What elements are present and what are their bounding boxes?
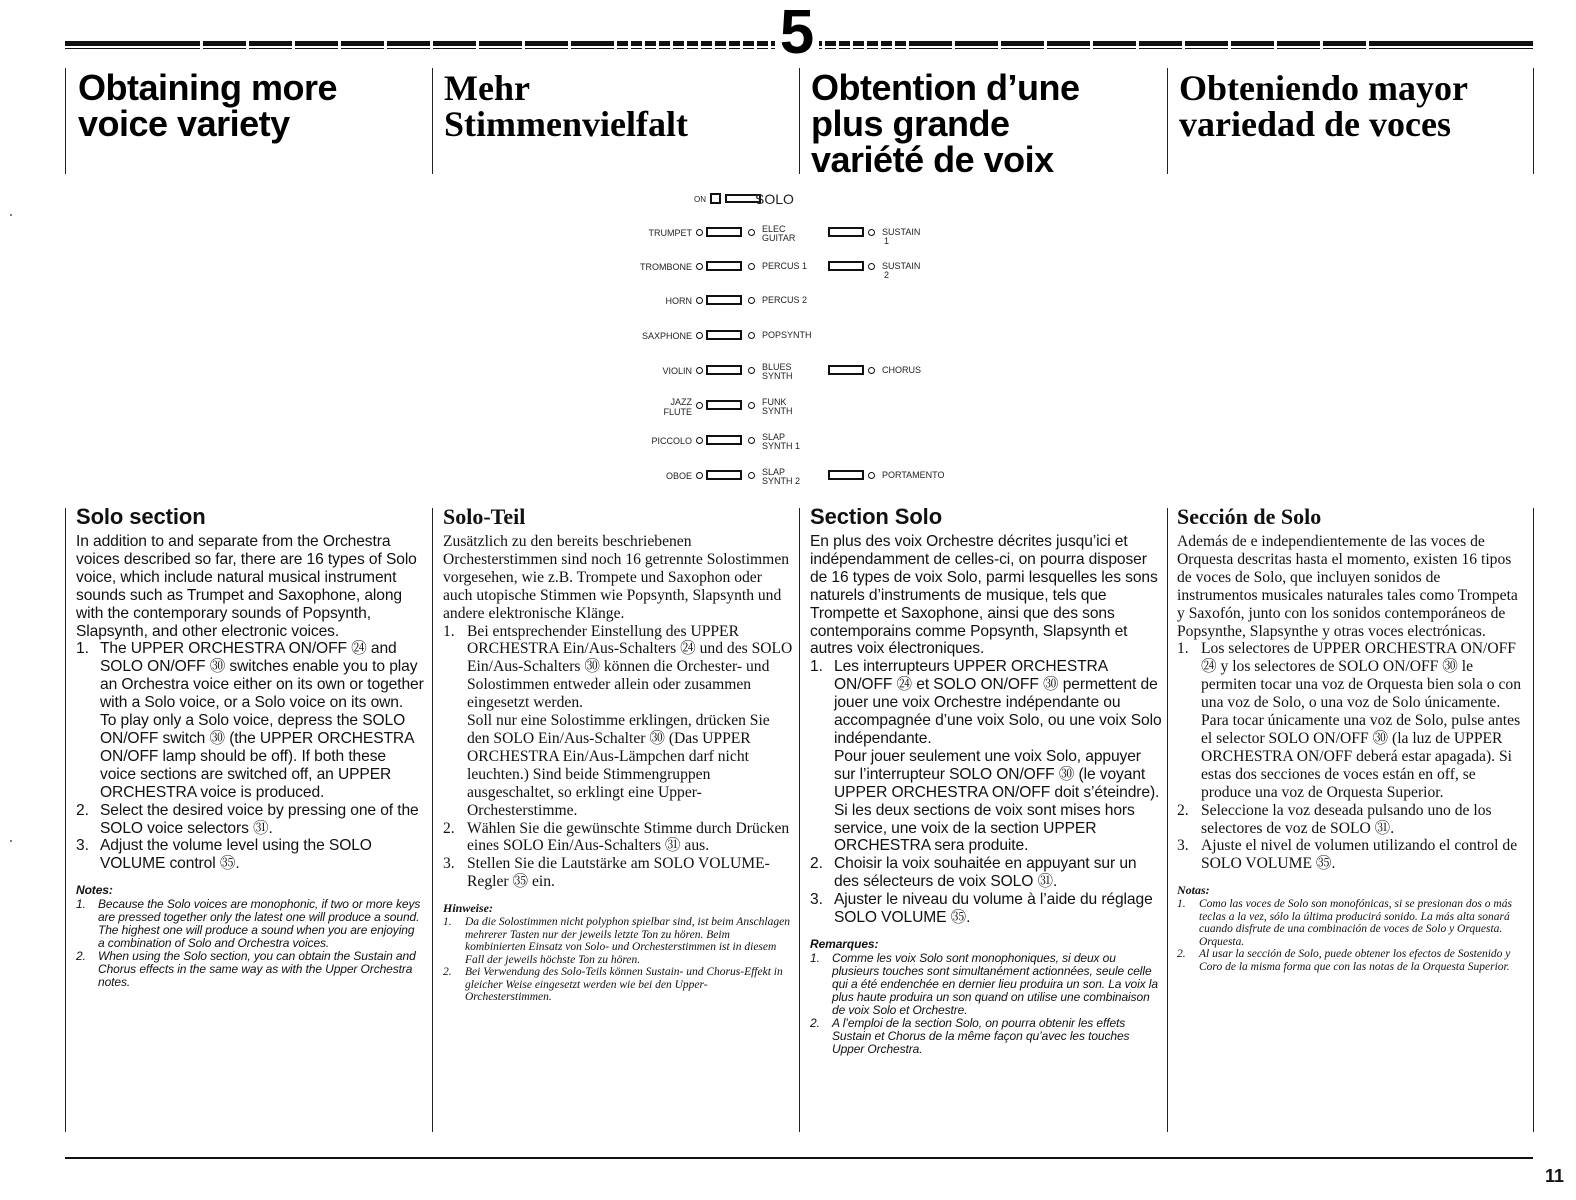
note-item xyxy=(810,1017,1162,1056)
column-divider xyxy=(65,68,66,174)
note-number: 2. xyxy=(810,1015,820,1030)
rule-gap xyxy=(522,41,525,50)
note-number: 1. xyxy=(1177,898,1186,911)
notes-title: Remarques: xyxy=(810,936,879,951)
voice-label-left xyxy=(600,471,692,481)
step-item xyxy=(1177,837,1522,873)
effect-name: 2 xyxy=(884,270,890,280)
voice-lamp-left xyxy=(696,297,703,304)
voice-name: VIOLIN xyxy=(662,366,692,376)
voice-label-left xyxy=(600,262,692,272)
step-item xyxy=(1177,640,1522,801)
effect-name: PORTAMENTO xyxy=(882,470,945,480)
step-text: Soll nur eine Solostimme erklingen, drücken Sie den SOLO Ein/Aus-Schalter ㉚ (Das UPPER ORCHESTRA Ein/Aus-Lämpchen darf nicht leuchten.) Sind beide Stimmengruppen ausgeschaltet, so erklingt eine Upper-Orchesterstimme. xyxy=(467,712,770,819)
voice-selector-button[interactable] xyxy=(706,365,742,375)
voice-name: SYNTH 1 xyxy=(762,441,801,451)
voice-name: PERCUS 1 xyxy=(762,261,808,271)
intro-paragraph: Además de e independientemente de las voces de Orquesta descritas hasta el momento, existen 16 tipos de voces de Solo, que incluyen sonidos de instrumentos musicales naturales tales como Trompeta y Saxofón, junto con los sonidos contemporáneos de Popsynthe, Slapsynthe y otras voces electrónicas. xyxy=(1177,533,1518,640)
voice-lamp-left xyxy=(696,402,703,409)
rule-gap xyxy=(768,41,771,50)
voice-lamp-left xyxy=(696,472,703,479)
voice-label-left xyxy=(600,296,692,306)
steps-list xyxy=(1177,640,1522,873)
voice-lamp-left xyxy=(696,229,703,236)
intro-paragraph: Zusätzlich zu den bereits beschriebenen Orchesterstimmen sind noch 16 getrennte Solostimmen vorgesehen, wie z.B. Trompete und Saxophon oder auch utopische Stimmen wie Popsynth, Slapsynth und andere elektronische Klänge. xyxy=(443,533,790,622)
effect-button[interactable] xyxy=(828,261,864,271)
rule-gap xyxy=(614,41,617,50)
step-item xyxy=(443,820,793,856)
voice-label-right xyxy=(762,262,807,271)
rule-gap xyxy=(836,41,839,50)
voice-name: PERCUS 2 xyxy=(762,295,808,305)
rule-gap xyxy=(726,41,729,50)
voice-row xyxy=(600,329,980,351)
notes-title: Hinweise: xyxy=(443,901,493,916)
effect-button[interactable] xyxy=(828,365,864,375)
on-label: ON xyxy=(694,195,706,204)
rule-gap xyxy=(864,41,867,50)
voice-name: JAZZ xyxy=(670,397,692,407)
note-number: 2. xyxy=(76,949,86,964)
voice-selector-button[interactable] xyxy=(706,295,742,305)
rule-gap xyxy=(1090,41,1093,50)
steps-list xyxy=(443,623,793,892)
step-text: Adjust the volume level using the SOLO VOLUME control ㉟. xyxy=(100,837,372,873)
column-es xyxy=(1177,504,1522,973)
solo-label: SOLO xyxy=(755,191,794,207)
column-de xyxy=(443,504,793,1004)
note-item xyxy=(1177,948,1522,973)
step-text: Los selectores de UPPER ORCHESTRA ON/OFF ㉔ y los selectores de SOLO ON/OFF ㉚ le permiten tocar una voz de Orquesta bien sola o con una voz de Solo, o una voz de Solo únicamente. xyxy=(1201,640,1521,712)
rule-gap xyxy=(1044,41,1047,50)
note-number: 2. xyxy=(1177,948,1186,961)
voice-label-right xyxy=(762,363,793,381)
effect-label xyxy=(882,366,921,375)
step-number: 3. xyxy=(443,855,455,873)
solo-on-lamp xyxy=(710,193,721,204)
section-title: Solo section xyxy=(76,504,206,529)
rule-gap xyxy=(670,41,673,50)
rule-gap xyxy=(246,41,249,50)
voice-lamp-right xyxy=(748,402,755,409)
voice-lamp-left xyxy=(696,263,703,270)
effect-label xyxy=(882,262,920,280)
rule-gap xyxy=(568,41,571,50)
voice-lamp-right xyxy=(748,263,755,270)
effect-lamp xyxy=(868,229,875,236)
voice-name: FLUTE xyxy=(663,407,692,417)
voice-name: FUNK xyxy=(762,397,787,407)
voice-name: SLAP xyxy=(762,432,786,442)
voice-label-left xyxy=(600,397,692,417)
step-number: 1. xyxy=(76,640,89,658)
footer-rule xyxy=(65,1157,1533,1159)
step-number: 1. xyxy=(810,658,823,676)
step-item xyxy=(810,855,1162,891)
effect-lamp xyxy=(868,367,875,374)
note-text: Because the Solo voices are monophonic, if two or more keys are pressed together only the latest one will produce a sound. The highest one will produce a sound when you are enjoying a combination of Solo and Orchestra voices. xyxy=(98,897,421,951)
step-text: The UPPER ORCHESTRA ON/OFF ㉔ and SOLO ON/OFF ㉚ switches enable you to play an Orchestra voice either on its own or together with a Solo voice, or a Solo voice on its own. xyxy=(100,640,424,712)
voice-label-right xyxy=(762,225,795,243)
column-divider xyxy=(799,68,800,174)
rule-gap xyxy=(684,41,687,50)
step-text: To play only a Solo voice, depress the SOLO ON/OFF switch ㉚ (the UPPER ORCHESTRA ON/OFF lamp should be off). If both these voice sections are switched off, an UPPER ORCHESTRA voice is produced. xyxy=(100,712,414,801)
voice-lamp-right xyxy=(748,472,755,479)
step-item xyxy=(810,658,1162,855)
rule-gap xyxy=(200,41,203,50)
voice-label-right xyxy=(762,468,800,486)
effect-label xyxy=(882,471,945,480)
effect-lamp xyxy=(868,263,875,270)
step-item xyxy=(443,623,793,820)
step-text: Les interrupteurs UPPER ORCHESTRA ON/OFF ㉔ et SOLO ON/OFF ㉚ permettent de jouer une voix Orchestre indépendante ou accompagnée d’une voix Solo, ou une voix Solo indépendante. xyxy=(834,658,1162,747)
voice-row xyxy=(600,434,980,456)
voice-name: SLAP xyxy=(762,467,786,477)
voice-name: ELEC xyxy=(762,224,786,234)
note-text: Como las voces de Solo son monofónicas, si se presionan dos o más teclas a la vez, sólo la última producirá sonido. La más alta sonará cuando disfrute de una combinación de voces de Solo y Orquesta. Orquesta. xyxy=(1199,898,1512,948)
voice-name: PICCOLO xyxy=(651,436,692,446)
page-title-fr: Obtention d’une plus grande variété de voix xyxy=(811,67,1080,180)
note-text: A l’emploi de la section Solo, on pourra obtenir les effets Sustain et Chorus de la même façon qu’avec les touches Upper Orchestra. xyxy=(832,1015,1130,1056)
voice-row xyxy=(600,469,980,491)
step-number: 1. xyxy=(1177,640,1189,658)
effect-name: SUSTAIN xyxy=(882,261,921,271)
note-item xyxy=(443,966,793,1004)
rule-gap xyxy=(878,41,881,50)
step-text: Ajuste el nivel de volumen utilizando el control de SOLO VOLUME ㉟. xyxy=(1201,837,1518,873)
page-title-en: Obtaining more voice variety xyxy=(78,67,338,144)
rule-gap xyxy=(698,41,701,50)
step-text: Pour jouer seulement une voix Solo, appuyer sur l’interrupteur SOLO ON/OFF ㉚ (le voyant UPPER ORCHESTRA ON/OFF doit s’éteindre). Si les deux sections de voix sont mises hors service, une voix de la section UPPER ORCHESTRA sera produite. xyxy=(834,747,1160,855)
voice-selector-button[interactable] xyxy=(706,261,742,271)
column-divider xyxy=(799,508,800,1132)
steps-list xyxy=(810,658,1162,927)
effect-name: CHORUS xyxy=(882,365,922,375)
note-text: Comme les voix Solo sont monophoniques, si deux ou plusieurs touches sont simultanément actionnées, seule celle qui a été endenchée en dernier lieu produira un son. La voix la plus haute produira un son quand on utilise une combinaison de voix Solo et Orchestre. xyxy=(832,950,1158,1017)
step-number: 2. xyxy=(443,819,455,837)
note-number: 1. xyxy=(443,916,452,929)
notes-title: Notes: xyxy=(76,883,113,898)
step-item xyxy=(810,891,1162,927)
note-item xyxy=(76,950,424,989)
step-item xyxy=(76,837,424,873)
step-number: 2. xyxy=(810,855,823,873)
note-text: Bei Verwendung des Solo-Teils können Sustain- und Chorus-Effekt in gleicher Weise eingesetzt werden wie bei den Upper-Orchesterstimmen. xyxy=(465,966,783,1004)
step-text: Stellen Sie die Lautstärke am SOLO VOLUME-Regler ㉟ ein. xyxy=(467,855,770,891)
voice-label-right xyxy=(762,433,800,451)
chapter-number: 5 xyxy=(775,8,819,58)
voice-label-left xyxy=(600,366,692,376)
column-divider xyxy=(432,68,433,174)
voice-lamp-right xyxy=(748,437,755,444)
effect-label xyxy=(882,228,920,246)
voice-name: GUITAR xyxy=(762,233,796,243)
voice-name: HORN xyxy=(665,296,692,306)
voice-selector-button[interactable] xyxy=(706,470,742,480)
step-item xyxy=(443,855,793,891)
voice-label-left xyxy=(600,228,692,238)
voice-row xyxy=(600,294,980,316)
rule-gap xyxy=(338,41,341,50)
step-text: Select the desired voice by pressing one of the SOLO voice selectors ㉛. xyxy=(100,801,419,837)
voice-selector-button[interactable] xyxy=(706,400,742,410)
column-divider xyxy=(1167,508,1168,1132)
step-item xyxy=(76,640,424,801)
step-text: Ajuster le niveau du volume à l’aide du réglage SOLO VOLUME ㉟. xyxy=(834,891,1153,927)
rule-gap xyxy=(712,41,715,50)
voice-name: SAXPHONE xyxy=(641,331,692,341)
step-text: Bei entsprechender Einstellung des UPPER ORCHESTRA Ein/Aus-Schalters ㉔ und des SOLO Ein/Aus-Schalters ㉚ können die Orchester- und Solostimmen entweder allein oder zusammen eingesetzt werden. xyxy=(467,622,793,712)
voice-lamp-left xyxy=(696,437,703,444)
note-text: Al usar la sección de Solo, puede obtener los efectos de Sostenido y Coro de la misma forma que con las notas de la Orquesta Superior. xyxy=(1199,948,1511,973)
rule-gap xyxy=(998,41,1001,50)
step-text: Wählen Sie die gewünschte Stimme durch Drücken eines SOLO Ein/Aus-Schalters ㉛ aus. xyxy=(467,819,790,855)
step-number: 3. xyxy=(1177,837,1189,855)
rule-gap xyxy=(906,41,909,50)
voice-name: TRUMPET xyxy=(648,228,692,238)
voice-lamp-left xyxy=(696,367,703,374)
rule-gap xyxy=(292,41,295,50)
note-item xyxy=(810,952,1162,1017)
voice-name: SYNTH xyxy=(762,406,793,416)
voice-name: OBOE xyxy=(665,471,692,481)
step-text: Choisir la voix souhaitée en appuyant sur un des sélecteurs de voix SOLO ㉛. xyxy=(834,855,1137,891)
section-title: Sección de Solo xyxy=(1177,504,1322,529)
steps-list xyxy=(76,640,424,873)
voice-row xyxy=(600,399,980,421)
rule-gap xyxy=(476,41,479,50)
voice-name: POPSYNTH xyxy=(762,330,812,340)
effect-button[interactable] xyxy=(828,470,864,480)
scan-speck xyxy=(10,840,12,842)
column-divider xyxy=(65,508,66,1132)
step-number: 2. xyxy=(76,801,89,819)
intro-paragraph: In addition to and separate from the Orchestra voices described so far, there are 16 types of Solo voice, which include natural musical instrument sounds such as Trumpet and Saxophone, along with the contemporary sounds of Popsynth, Slapsynth, and other electronic voices. xyxy=(76,533,417,640)
rule-gap xyxy=(656,41,659,50)
note-item xyxy=(1177,898,1522,948)
step-item xyxy=(1177,802,1522,838)
note-item xyxy=(76,898,424,950)
rule-gap xyxy=(1366,41,1369,50)
step-number: 3. xyxy=(76,837,89,855)
section-title: Solo-Teil xyxy=(443,504,526,529)
page-title-de: Mehr Stimmenvielfalt xyxy=(444,68,688,144)
column-divider xyxy=(1533,508,1534,1132)
rule-gap xyxy=(1274,41,1277,50)
step-text: Para tocar únicamente una voz de Solo, pulse antes el selector SOLO ON/OFF ㉚ (la luz de UPPER ORCHESTRA ON/OFF deberá estar apagada). Si estas dos secciones de voces están en off, se produce una voz de Orquesta Superior. xyxy=(1201,712,1521,801)
voice-lamp-right xyxy=(748,332,755,339)
rule-gap xyxy=(628,41,631,50)
rule-gap xyxy=(430,41,433,50)
note-number: 1. xyxy=(810,950,820,965)
voice-selector-button[interactable] xyxy=(706,227,742,237)
effect-name: SUSTAIN xyxy=(882,227,921,237)
voice-row xyxy=(600,364,980,386)
rule-gap xyxy=(642,41,645,50)
voice-lamp-right xyxy=(748,367,755,374)
column-divider xyxy=(1167,68,1168,174)
rule-gap xyxy=(822,41,825,50)
voice-lamp-left xyxy=(696,332,703,339)
column-divider xyxy=(1533,68,1534,174)
rule-gap xyxy=(1182,41,1185,50)
rule-gap xyxy=(384,41,387,50)
voice-name: SYNTH 2 xyxy=(762,476,801,486)
effect-name: 1 xyxy=(884,236,890,246)
step-number: 2. xyxy=(1177,801,1189,819)
voice-name: SYNTH xyxy=(762,371,793,381)
scan-speck xyxy=(10,214,12,216)
voice-selector-button[interactable] xyxy=(706,330,742,340)
solo-panel-diagram xyxy=(600,186,980,506)
voice-label-right xyxy=(762,296,807,305)
step-text: Seleccione la voz deseada pulsando uno de los selectores de voz de SOLO ㉛. xyxy=(1201,801,1492,837)
voice-lamp-right xyxy=(748,297,755,304)
voice-row xyxy=(600,260,980,282)
rule-gap xyxy=(740,41,743,50)
column-fr xyxy=(810,504,1162,1056)
step-item xyxy=(76,802,424,838)
rule-gap xyxy=(754,41,757,50)
voice-name: TROMBONE xyxy=(639,262,692,272)
rule-gap xyxy=(850,41,853,50)
column-en xyxy=(76,504,424,989)
rule-gap xyxy=(1320,41,1323,50)
rule-gap xyxy=(1136,41,1139,50)
page-number: 11 xyxy=(1545,1166,1565,1186)
note-text: Da die Solostimmen nicht polyphon spielbar sind, ist beim Anschlagen mehrerer Tasten nur der jeweils letzte Ton zu hören. Beim kombinierten Einsatz von Solo- und Orchesterstimmen ist in diesem Fall der jeweils höchste Ton zu hören. xyxy=(465,916,790,966)
note-number: 2. xyxy=(443,966,452,979)
voice-selector-button[interactable] xyxy=(706,435,742,445)
intro-paragraph: En plus des voix Orchestre décrites jusqu’ici et indépendamment de celles-ci, on pourra disposer de 16 types de voix Solo, parmi lesquelles les sons naturels d’instruments de musique, tels que Trompette et Saxophone, ainsi que des sons contemporains comme Popsynth, Slapsynth et autres voix électroniques. xyxy=(810,533,1158,658)
note-number: 1. xyxy=(76,897,86,912)
voice-label-right xyxy=(762,331,812,340)
effect-lamp xyxy=(868,472,875,479)
step-number: 1. xyxy=(443,622,455,640)
rule-gap xyxy=(1228,41,1231,50)
voice-label-left xyxy=(600,436,692,446)
column-divider xyxy=(432,508,433,1132)
note-item xyxy=(443,916,793,966)
page-title-es: Obteniendo mayor variedad de voces xyxy=(1179,68,1469,144)
rule-gap xyxy=(952,41,955,50)
notes-title: Notas: xyxy=(1177,883,1210,898)
section-title: Section Solo xyxy=(810,504,943,529)
rule-gap xyxy=(892,41,895,50)
effect-button[interactable] xyxy=(828,227,864,237)
voice-label-right xyxy=(762,398,793,416)
voice-row xyxy=(600,226,980,248)
voice-lamp-right xyxy=(748,229,755,236)
note-text: When using the Solo section, you can obtain the Sustain and Chorus effects in the same way as with the Upper Orchestra notes. xyxy=(98,949,416,990)
voice-name: BLUES xyxy=(762,362,792,372)
voice-label-left xyxy=(600,331,692,341)
solo-on-row xyxy=(600,192,980,214)
step-number: 3. xyxy=(810,891,823,909)
